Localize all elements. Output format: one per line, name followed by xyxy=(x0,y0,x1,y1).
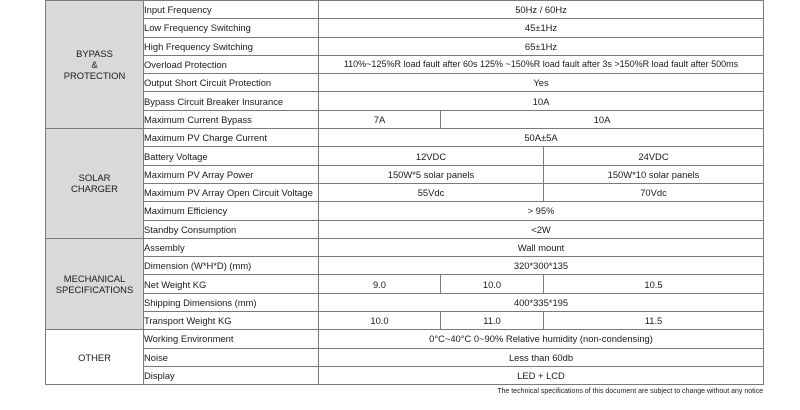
value-working-env: 0°C~40°C 0~90% Relative humidity (non-condensing) xyxy=(319,330,764,348)
value-noise: Less than 60db xyxy=(319,348,764,366)
spec-table xyxy=(45,0,764,385)
label-battery-voltage: Battery Voltage xyxy=(144,147,319,165)
label-short-circuit: Output Short Circuit Protection xyxy=(144,74,319,92)
group-bypass-line3: PROTECTION xyxy=(63,70,126,82)
value-transport-weight-1: 10.0 xyxy=(319,312,441,330)
value-net-weight-1: 9.0 xyxy=(319,275,441,293)
value-transport-weight-2: 11.0 xyxy=(441,312,544,330)
label-high-freq: High Frequency Switching xyxy=(144,37,319,55)
row-overload-protection xyxy=(46,55,764,73)
value-max-pv-voc-2: 70Vdc xyxy=(544,183,764,201)
value-breaker: 10A xyxy=(319,92,764,110)
label-standby: Standby Consumption xyxy=(144,220,319,238)
row-transport-weight xyxy=(46,312,764,330)
row-standby xyxy=(46,220,764,238)
label-max-pv-charge: Maximum PV Charge Current xyxy=(144,129,319,147)
value-net-weight-3: 10.5 xyxy=(544,275,764,293)
row-max-current-bypass xyxy=(46,110,764,128)
group-bypass-protection xyxy=(46,1,144,129)
value-max-pv-voc-1: 55Vdc xyxy=(319,183,544,201)
group-mechanical-line1: MECHANICAL xyxy=(63,273,126,285)
label-max-efficiency: Maximum Efficiency xyxy=(144,202,319,220)
group-other-line1: OTHER xyxy=(78,351,111,363)
row-max-pv-power xyxy=(46,165,764,183)
group-other xyxy=(46,330,144,385)
label-assembly: Assembly xyxy=(144,238,319,256)
value-transport-weight-3: 11.5 xyxy=(544,312,764,330)
row-assembly xyxy=(46,238,764,256)
value-max-pv-charge: 50A±5A xyxy=(319,129,764,147)
value-dimension: 320*300*135 xyxy=(319,257,764,275)
label-input-frequency: Input Frequency xyxy=(144,1,319,19)
label-max-current-bypass: Maximum Current Bypass xyxy=(144,110,319,128)
row-max-pv-voc xyxy=(46,183,764,201)
row-high-frequency-switching xyxy=(46,37,764,55)
label-low-freq: Low Frequency Switching xyxy=(144,19,319,37)
value-net-weight-2: 10.0 xyxy=(441,275,544,293)
value-max-efficiency: > 95% xyxy=(319,202,764,220)
value-max-pv-power-2: 150W*10 solar panels xyxy=(544,165,764,183)
label-max-pv-power: Maximum PV Array Power xyxy=(144,165,319,183)
value-overload: 110%~125%R load fault after 60s 125% ~150%R load fault after 3s >150%R load fault after 500ms xyxy=(319,55,764,73)
value-standby: <2W xyxy=(319,220,764,238)
row-breaker-insurance xyxy=(46,92,764,110)
row-battery-voltage xyxy=(46,147,764,165)
row-shipping-dim xyxy=(46,293,764,311)
footnote: The technical specifications of this document are subject to change without any notice xyxy=(497,388,763,395)
label-transport-weight: Transport Weight KG xyxy=(144,312,319,330)
label-working-env: Working Environment xyxy=(144,330,319,348)
group-bypass-line1: BYPASS xyxy=(76,48,113,60)
value-high-freq: 65±1Hz xyxy=(319,37,764,55)
value-display: LED + LCD xyxy=(319,366,764,384)
value-max-pv-power-1: 150W*5 solar panels xyxy=(319,165,544,183)
label-dimension: Dimension (W*H*D) (mm) xyxy=(144,257,319,275)
row-max-efficiency xyxy=(46,202,764,220)
value-max-current-bypass-2: 10A xyxy=(441,110,764,128)
group-bypass-line2: & xyxy=(91,59,98,71)
group-mechanical-line2: SPECIFICATIONS xyxy=(55,284,134,296)
label-max-pv-voc: Maximum PV Array Open Circuit Voltage xyxy=(144,183,319,201)
row-short-circuit xyxy=(46,74,764,92)
row-net-weight xyxy=(46,275,764,293)
group-solar-charger xyxy=(46,129,144,239)
label-breaker: Bypass Circuit Breaker Insurance xyxy=(144,92,319,110)
value-short-circuit: Yes xyxy=(319,74,764,92)
row-dimension xyxy=(46,257,764,275)
label-display: Display xyxy=(144,366,319,384)
value-battery-voltage-1: 12VDC xyxy=(319,147,544,165)
value-assembly: Wall mount xyxy=(319,238,764,256)
value-low-freq: 45±1Hz xyxy=(319,19,764,37)
label-overload: Overload Protection xyxy=(144,55,319,73)
row-working-env xyxy=(46,330,764,348)
row-noise xyxy=(46,348,764,366)
row-max-pv-charge xyxy=(46,129,764,147)
label-noise: Noise xyxy=(144,348,319,366)
label-net-weight: Net Weight KG xyxy=(144,275,319,293)
row-low-frequency-switching xyxy=(46,19,764,37)
group-solar-line2: CHARGER xyxy=(71,183,118,195)
value-max-current-bypass-1: 7A xyxy=(319,110,441,128)
row-display xyxy=(46,366,764,384)
value-battery-voltage-2: 24VDC xyxy=(544,147,764,165)
group-solar-line1: SOLAR xyxy=(78,172,111,184)
value-shipping-dim: 400*335*195 xyxy=(319,293,764,311)
group-mechanical xyxy=(46,238,144,329)
label-shipping-dim: Shipping Dimensions (mm) xyxy=(144,293,319,311)
row-input-frequency xyxy=(46,1,764,19)
value-input-frequency: 50Hz / 60Hz xyxy=(319,1,764,19)
